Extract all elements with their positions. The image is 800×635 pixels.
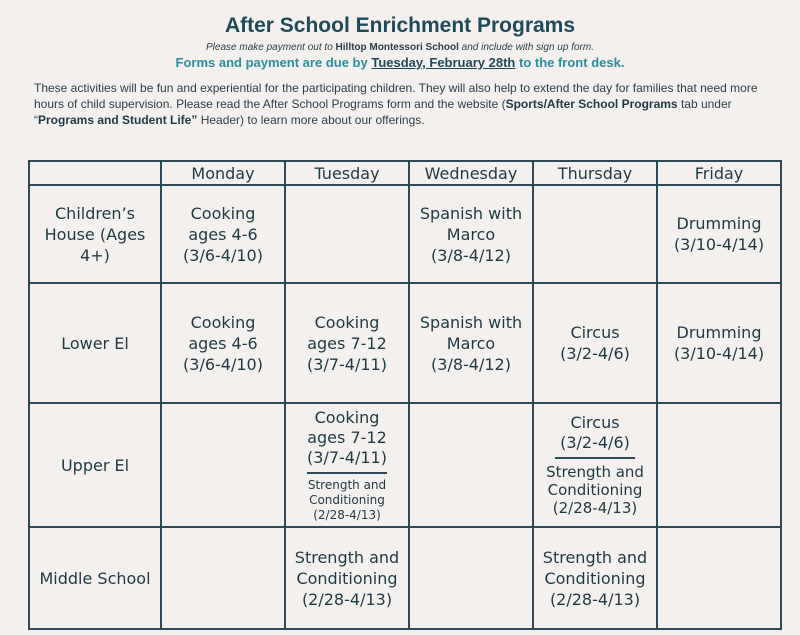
program-name: Strength and — [542, 547, 648, 567]
payment-prefix: Please make payment out to — [206, 42, 333, 53]
program-name: Cooking — [314, 312, 380, 332]
program-dates: (3/7-4/11) — [307, 447, 387, 467]
program-detail: ages 7-12 — [307, 333, 387, 353]
header-row — [29, 161, 781, 185]
day-header-tuesday: Tuesday — [285, 161, 409, 185]
intro-text-3: Header) to learn more about our offerings. — [197, 113, 425, 127]
cell-ch-friday — [657, 185, 781, 283]
cell-ch-thursday — [533, 185, 657, 283]
cell-ms-thursday — [533, 527, 657, 629]
level-childrens-house: Children’s House (Ages 4+) — [29, 185, 161, 283]
cell-ue-friday — [657, 403, 781, 527]
program-dates: (2/28-4/13) — [301, 589, 393, 609]
program-dates: (2/28-4/13) — [549, 589, 641, 609]
program-name: Cooking — [190, 203, 256, 223]
program-name: Circus — [570, 323, 620, 342]
program-detail: ages 4-6 — [188, 333, 258, 353]
table-row — [29, 283, 781, 403]
day-header-monday: Monday — [161, 161, 285, 185]
due-note — [0, 55, 800, 70]
program-dates: (3/2-4/6) — [560, 344, 630, 363]
cell-ch-monday — [161, 185, 285, 283]
program-name: Strength and — [307, 477, 387, 492]
program-name: Spanish with — [419, 312, 523, 332]
program-dates: (3/6-4/10) — [183, 354, 263, 374]
program-name: Circus — [570, 413, 620, 432]
cell-ch-tuesday — [285, 185, 409, 283]
cell-ms-monday — [161, 527, 285, 629]
program-name: Strength and — [294, 547, 400, 567]
program-name: Strength and — [546, 463, 644, 481]
program-dates: (2/28-4/13) — [552, 499, 638, 517]
cell-ms-wednesday — [409, 527, 533, 629]
table-row — [29, 403, 781, 527]
intro-bold-2: Programs and Student Life” — [38, 113, 198, 127]
intro-text-2: tab under “ — [34, 97, 732, 127]
cell-ms-friday — [657, 527, 781, 629]
cell-le-wednesday — [409, 283, 533, 403]
day-header-friday: Friday — [657, 161, 781, 185]
program-stack — [538, 413, 652, 517]
program-detail: Marco — [446, 333, 496, 353]
program-dates: (3/7-4/11) — [307, 354, 387, 374]
cell-ue-tuesday — [285, 403, 409, 527]
program-detail: ages 4-6 — [188, 224, 258, 244]
payment-suffix: and include with sign up form. — [461, 42, 594, 53]
level-upper-el: Upper El — [29, 403, 161, 527]
program-name: Drumming — [676, 214, 762, 233]
cell-le-thursday — [533, 283, 657, 403]
intro-paragraph — [34, 80, 774, 128]
program-dates: (3/8-4/12) — [431, 354, 511, 374]
program-dates: (3/10-4/14) — [673, 344, 765, 363]
corner-cell — [29, 161, 161, 185]
cell-ue-monday — [161, 403, 285, 527]
program-stack — [290, 408, 404, 523]
cell-ue-wednesday — [409, 403, 533, 527]
due-suffix: to the front desk. — [518, 55, 625, 70]
program-detail: Conditioning — [296, 568, 398, 588]
due-prefix: Forms and payment are due by — [175, 55, 368, 70]
table-row — [29, 185, 781, 283]
day-header-thursday: Thursday — [533, 161, 657, 185]
page-title: After School Enrichment Programs — [224, 14, 576, 37]
program-detail: Conditioning — [547, 481, 643, 499]
program-dates: (3/8-4/12) — [431, 245, 511, 265]
due-date: Tuesday, February 28th — [371, 55, 516, 70]
program-dates: (3/2-4/6) — [560, 433, 630, 452]
program-name: Spanish with — [419, 203, 523, 223]
cell-ms-tuesday — [285, 527, 409, 629]
program-dates: (3/10-4/14) — [673, 235, 765, 254]
program-name: Drumming — [676, 323, 762, 342]
level-middle-school: Middle School — [29, 527, 161, 629]
day-header-wednesday: Wednesday — [409, 161, 533, 185]
divider — [555, 457, 635, 459]
cell-le-tuesday — [285, 283, 409, 403]
divider — [307, 472, 387, 474]
table-row — [29, 527, 781, 629]
program-name: Cooking — [190, 312, 256, 332]
program-detail: Marco — [446, 224, 496, 244]
schedule-table — [28, 160, 782, 630]
payment-note — [0, 42, 800, 53]
school-name: Hilltop Montessori School — [335, 42, 459, 53]
program-name: Cooking — [314, 407, 380, 427]
intro-bold-1: Sports/After School Programs — [505, 97, 678, 111]
program-dates: (3/6-4/10) — [183, 245, 263, 265]
cell-ch-wednesday — [409, 185, 533, 283]
cell-le-friday — [657, 283, 781, 403]
level-lower-el: Lower El — [29, 283, 161, 403]
program-dates: (2/28-4/13) — [313, 507, 381, 522]
cell-ue-thursday — [533, 403, 657, 527]
cell-le-monday — [161, 283, 285, 403]
program-detail: Conditioning — [309, 492, 385, 507]
program-detail: ages 7-12 — [307, 427, 387, 447]
intro-text-1: These activities will be fun and experiential for the participating children. They will also help to extend the day for families that need more hours of child supervision. Please read the After School Programs form and the website ( — [34, 81, 758, 111]
program-detail: Conditioning — [544, 568, 646, 588]
